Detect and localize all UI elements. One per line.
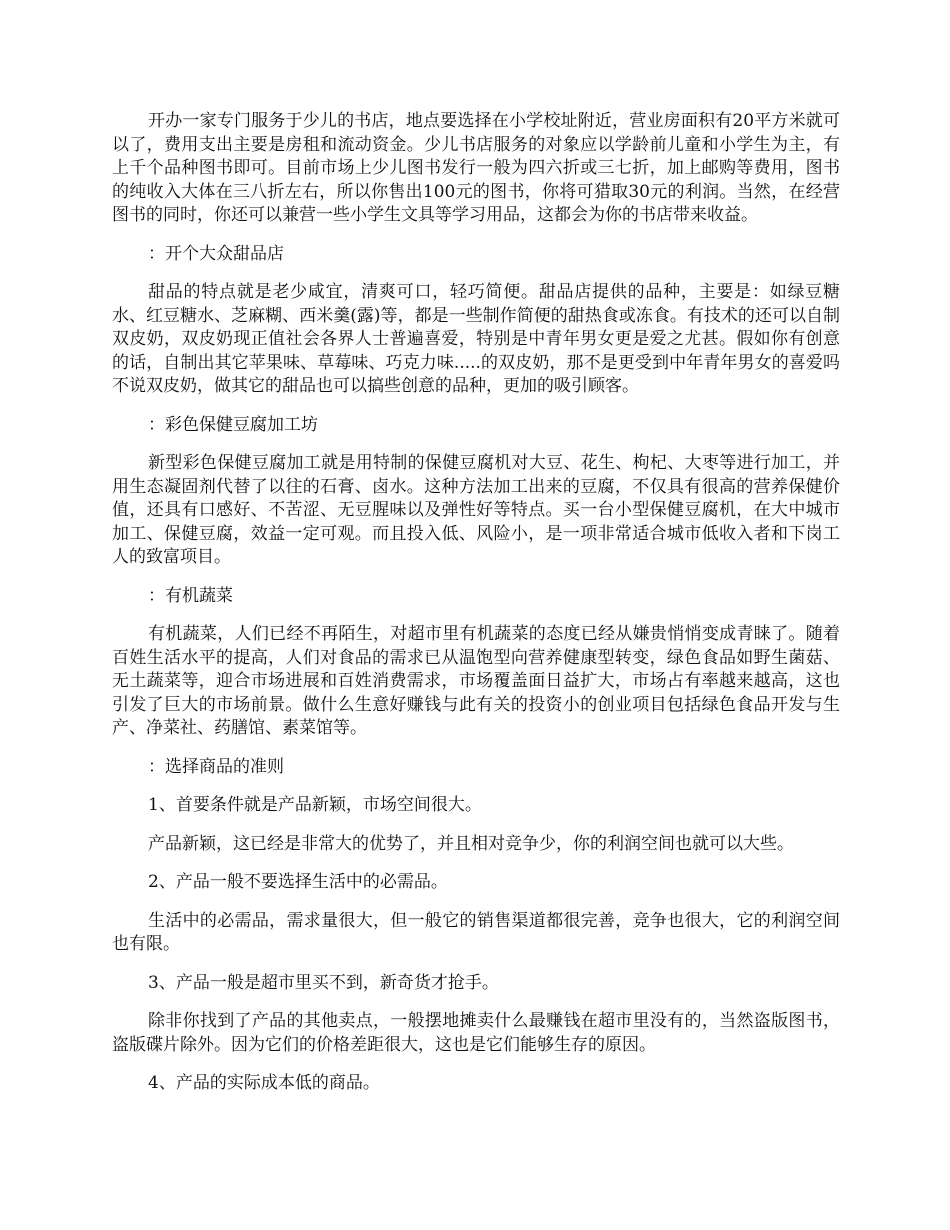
criterion-2-detail: 生活中的必需品，需求量很大，但一般它的销售渠道都很完善，竞争也很大，它的利润空间也有限。	[112, 910, 840, 954]
paragraph-organic-vegetables: 有机蔬菜，人们已经不再陌生，对超市里有机蔬菜的态度已经从嫌贵悄悄变成青睐了。随着百姓生活水平的提高，人们对食品的需求已从温饱型向营养健康型转变，绿色食品如野生菌菇、无土蔬菜等，迎合市场进展和百姓消费需求，市场覆盖面日益扩大，市场占有率越来越高，这也引发了巨大的市场前景。做什么生意好赚钱与此有关的投资小的创业项目包括绿色食品开发与生产、净菜社、药膳馆、素菜馆等。	[112, 624, 840, 738]
paragraph-dessert-shop: 甜品的特点就是老少咸宜，清爽可口，轻巧简便。甜品店提供的品种，主要是：如绿豆糖水、红豆糖水、芝麻糊、西米羹(露)等，都是一些制作简便的甜热食或冻食。有技术的还可以自制双皮奶，双皮奶现正值社会各界人士普遍喜爱，特别是中青年男女更是爱之尤甚。假如你有创意的话，自制出其它苹果味、草莓味、巧克力味.....的双皮奶，那不是更受到中年青年男女的喜爱吗不说双皮奶，做其它的甜品也可以搞些创意的品种，更加的吸引顾客。	[112, 282, 840, 396]
criterion-1: 1、首要条件就是产品新颖，市场空间很大。	[148, 795, 482, 815]
criterion-1-detail: 产品新颖，这已经是非常大的优势了，并且相对竞争少，你的利润空间也就可以大些。	[148, 833, 794, 854]
criterion-3-detail: 除非你找到了产品的其他卖点，一般摆地摊卖什么最赚钱在超市里没有的，当然盗版图书，盗版碟片除外。因为它们的价格差距很大，这也是它们能够生存的原因。	[112, 1011, 840, 1055]
document-body	[112, 110, 840, 1111]
paragraph-tofu-workshop: 新型彩色保健豆腐加工就是用特制的保健豆腐机对大豆、花生、枸杞、大枣等进行加工，并用生态凝固剂代替了以往的石膏、卤水。这种方法加工出来的豆腐，不仅具有很高的营养保健价值，还具有口感好、不苦涩、无豆腥味以及弹性好等特点。买一台小型保健豆腐机，在大中城市加工、保健豆腐，效益一定可观。而且投入低、风险小，是一项非常适合城市低收入者和下岗工人的致富项目。	[112, 453, 840, 567]
heading-product-criteria: ：选择商品的准则	[148, 756, 284, 777]
heading-dessert-shop: ：开个大众甜品店	[148, 243, 284, 264]
paragraph-childrens-bookstore: 开办一家专门服务于少儿的书店，地点要选择在小学校址附近，营业房面积有20平方米就可以了，费用支出主要是房租和流动资金。少儿书店服务的对象应以学龄前儿童和小学生为主，有上千个品种图书即可。目前市场上少儿图书发行一般为四六折或三七折，加上邮购等费用，图书的纯收入大体在三八折左右，所以你售出100元的图书，你将可猎取30元的利润。当然，在经营图书的同时，你还可以兼营一些小学生文具等学习用品，这都会为你的书店带来收益。	[112, 111, 840, 225]
heading-organic-vegetables: ：有机蔬菜	[148, 585, 233, 606]
criterion-4: 4、产品的实际成本低的商品。	[148, 1073, 380, 1093]
heading-tofu-workshop: ：彩色保健豆腐加工坊	[148, 414, 318, 435]
criterion-2: 2、产品一般不要选择生活中的必需品。	[148, 872, 448, 892]
criterion-3: 3、产品一般是超市里买不到，新奇货才抢手。	[148, 972, 499, 993]
